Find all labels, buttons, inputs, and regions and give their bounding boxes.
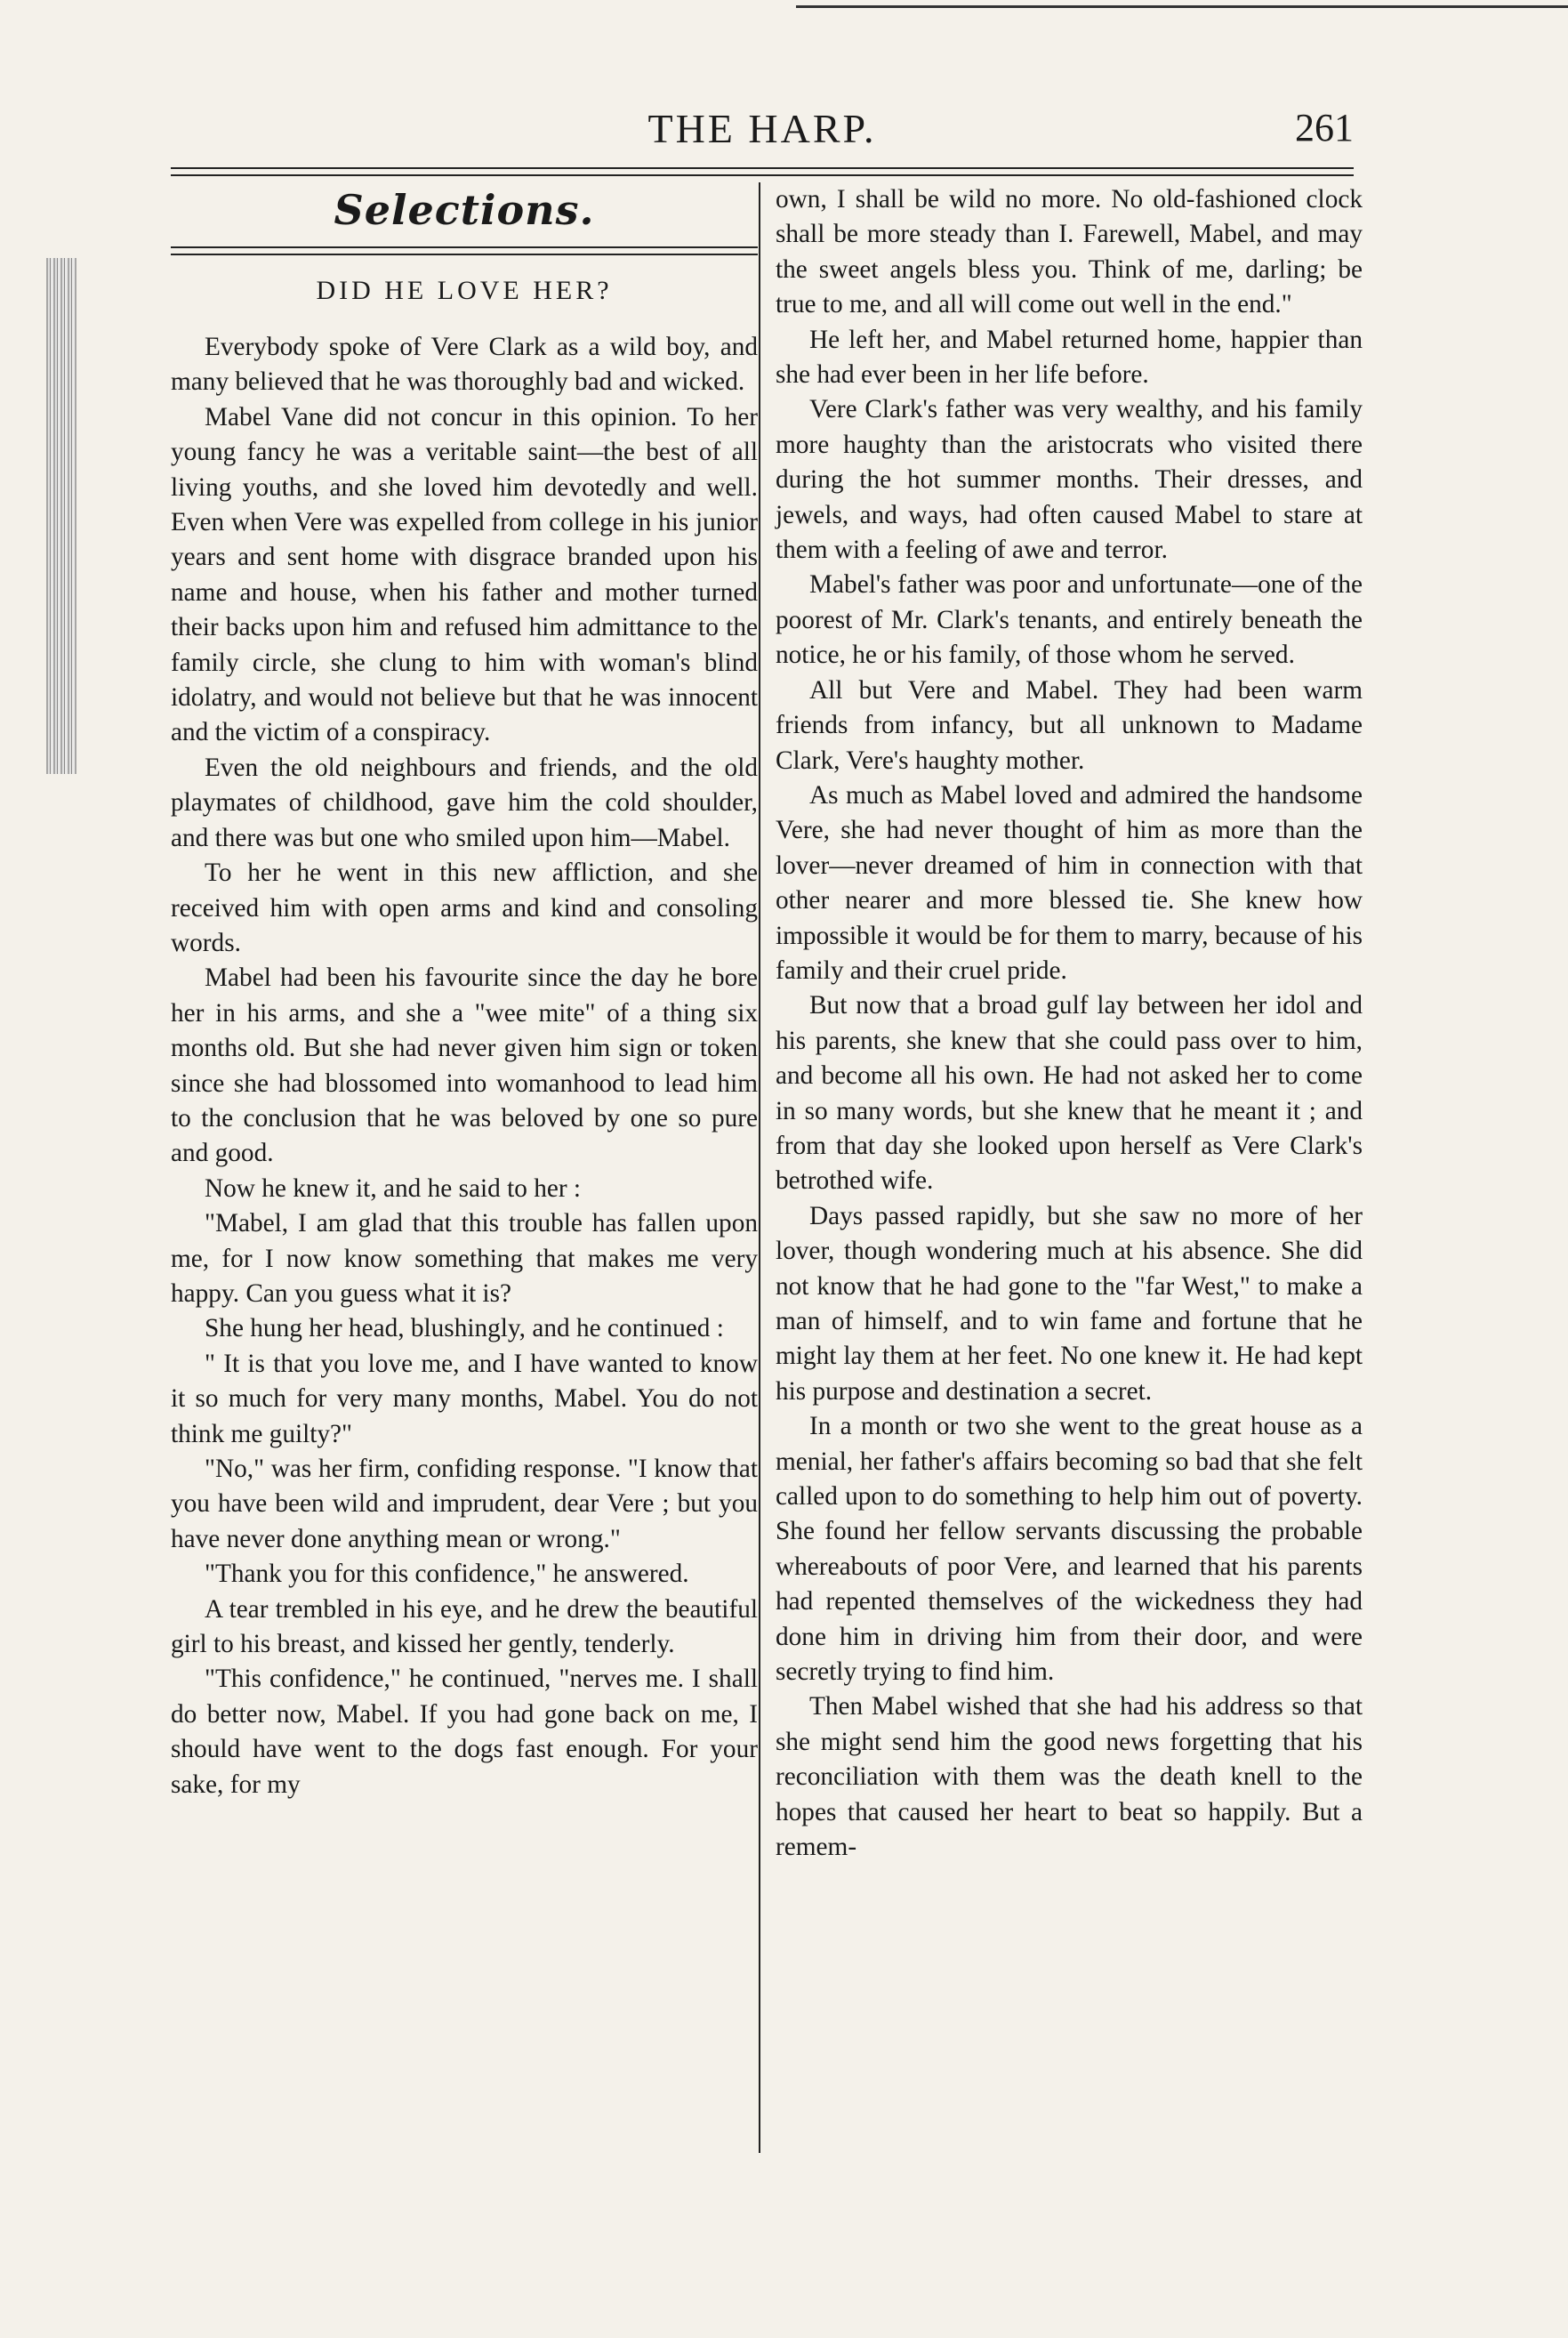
binding-edge-strip bbox=[46, 258, 76, 774]
page-number: 261 bbox=[1295, 106, 1354, 149]
article-title: DID HE LOVE HER? bbox=[316, 276, 613, 305]
paragraph: Vere Clark's father was very wealthy, and his family more haughty than the aristocrats who visited there during the hot summer months. Their dresses, and jewels, and ways, had often caused Mabel to stare at them with a feeling of awe and terror. bbox=[776, 395, 1363, 565]
paragraph: Even the old neighbours and friends, and the old playmates of childhood, gave him the cold shoulder, and there was but one who smiled upon him—Mabel. bbox=[171, 753, 758, 852]
section-double-rule bbox=[171, 246, 758, 255]
left-column bbox=[171, 182, 758, 1802]
header-rule-lower bbox=[171, 174, 1354, 176]
paragraph: To her he went in this new affliction, and she received him with open arms and kind and consoling words. bbox=[171, 859, 758, 957]
top-edge-rule bbox=[796, 5, 1568, 8]
paragraph: "No," was her firm, confiding response. "I know that you have been wild and imprudent, dear Vere ; but you have never done anything mean or wrong." bbox=[171, 1455, 758, 1553]
paragraph: Mabel's father was poor and unfortunate—one of the poorest of Mr. Clark's tenants, and entirely beneath the notice, he or his family, of those whom he served. bbox=[776, 570, 1363, 670]
paragraph: Days passed rapidly, but she saw no more of her lover, though wondering much at his absence. She did not know that he had gone to the "far West," to make a man of himself, and to win fame and fortune that he might lay them at her feet. No one knew it. He had kept his purpose and destination a secret. bbox=[776, 1201, 1363, 1406]
paragraph: Now he knew it, and he said to her : bbox=[205, 1173, 582, 1203]
paragraph: But now that a broad gulf lay between her idol and his parents, she knew that she could pass over to him, and become all his own. He had not asked her to come in so many words, but she knew that he meant it ; and from that day she looked upon herself as Vere Clark's betrothed wife. bbox=[776, 991, 1363, 1196]
paragraph: As much as Mabel loved and admired the handsome Vere, she had never thought of him as more than the lover—never dreamed of him in connection with that other nearer and more blessed tie. She knew how impossible it would be for them to marry, because of his family and their cruel pride. bbox=[776, 780, 1363, 985]
paragraph: Then Mabel wished that she had his address so that she might send him the good news forgetting that his reconciliation with them was the death knell to the hopes that caused her heart to beat so happily. But a remem- bbox=[776, 1692, 1363, 1862]
section-heading: Selections. bbox=[334, 186, 595, 234]
running-title: THE HARP. bbox=[647, 106, 877, 151]
paragraph: "Mabel, I am glad that this trouble has fallen upon me, for I now know something that makes me very happy. Can you guess what it is? bbox=[171, 1209, 758, 1308]
column-divider bbox=[759, 182, 760, 2153]
page-header bbox=[171, 105, 1354, 158]
paragraph: She hung her head, blushingly, and he continued : bbox=[205, 1314, 724, 1343]
paragraph: "This confidence," he continued, "nerves me. I shall do better now, Mabel. If you had gone back on me, I should have went to the dogs fast enough. For your sake, for my bbox=[171, 1665, 758, 1799]
paragraph: Mabel Vane did not concur in this opinion. To her young fancy he was a veritable saint—the best of all living youths, and she loved him devotedly and well. Even when Vere was expelled from college in his junior years and sent home with disgrace branded upon his name and house, when his father and mother turned their backs upon him and refused him admittance to the family circle, she clung to him with woman's blind idolatry, and would not believe but that he was innocent and the victim of a conspiracy. bbox=[171, 402, 758, 747]
paragraph: He left her, and Mabel returned home, happier than she had ever been in her life before. bbox=[776, 325, 1363, 390]
paragraph: A tear trembled in his eye, and he drew the beautiful girl to his breast, and kissed her gently, tenderly. bbox=[171, 1594, 758, 1659]
paragraph: " It is that you love me, and I have wanted to know it so much for very many months, Mabel. You do not think me guilty?" bbox=[171, 1349, 758, 1448]
paragraph: Everybody spoke of Vere Clark as a wild boy, and many believed that he was thoroughly bad and wicked. bbox=[171, 333, 758, 397]
right-column bbox=[776, 182, 1363, 1866]
paragraph: In a month or two she went to the great house as a menial, her father's affairs becoming so bad that she felt called upon to do something to help him out of poverty. She found her fellow servants discussing the probable whereabouts of poor Vere, and learned that his parents had repented themselves of the wickedness they had done him in driving him from their door, and were secretly trying to find him. bbox=[776, 1412, 1363, 1687]
paragraph: Mabel had been his favourite since the day he bore her in his arms, and she a "wee mite" of a thing six months old. But she had never given him sign or token since she had blossomed into womanhood to lead him to the conclusion that he was beloved by one so pure and good. bbox=[171, 963, 758, 1168]
continued-paragraph: own, I shall be wild no more. No old-fashioned clock shall be more steady than I. Farewell, Mabel, and may the sweet angels bless you. Think of me, darling; be true to me, and all will come out well in the end." bbox=[776, 185, 1363, 319]
paragraph: All but Vere and Mabel. They had been warm friends from infancy, but all unknown to Madame Clark, Vere's haughty mother. bbox=[776, 675, 1363, 775]
header-rule-upper bbox=[171, 167, 1354, 169]
paragraph: "Thank you for this confidence," he answered. bbox=[205, 1560, 689, 1589]
